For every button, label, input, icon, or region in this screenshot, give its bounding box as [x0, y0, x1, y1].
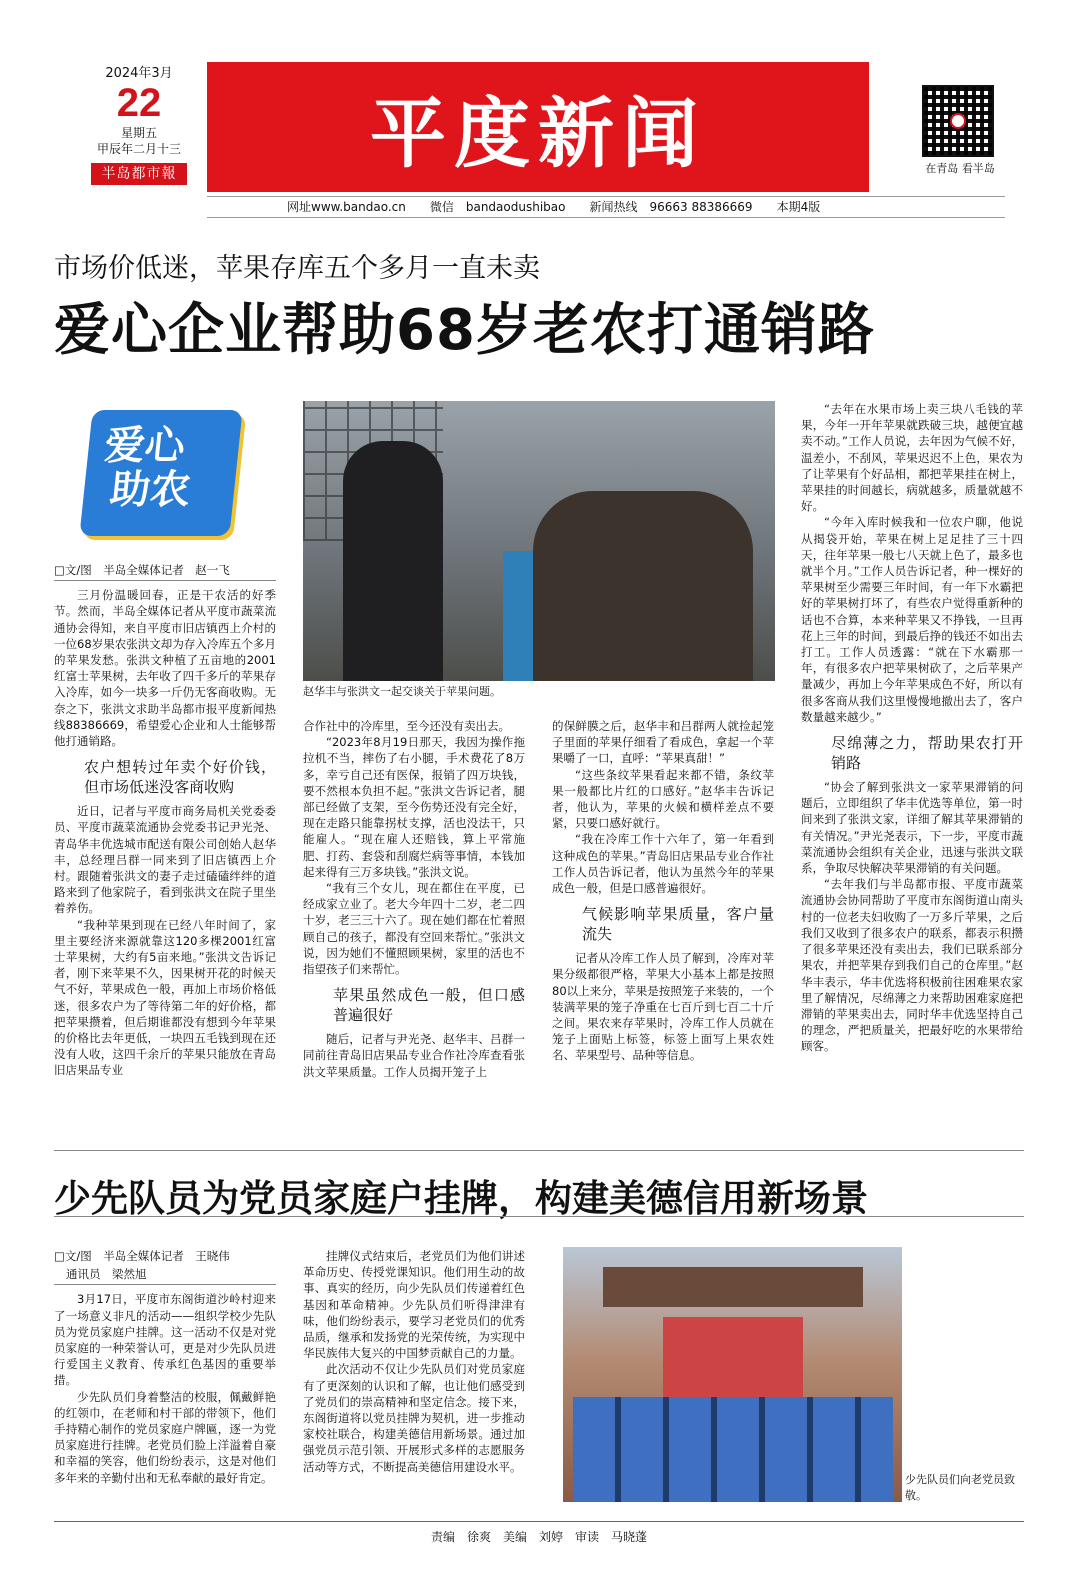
date-lunar: 甲辰年二月十三 [96, 142, 181, 156]
paragraph: “我种苹果到现在已经八年时间了，家里主要经济来源就靠这120多棵2001红富士苹果树，大约有5亩来地。”张洪文告诉记者，刚下来苹果不久，因果树开花的时候天气不好，苹果成色一般，再加上市场价格低迷，很多农户为了等待第二年的好价格，都把苹果攒着，但后期谁都没有想到今年苹果的价格比去年更低，一块四五毛钱到现在还没有人收，这四千余斤的苹果只能放在青岛旧店果品专业 [54, 917, 276, 1078]
article2-byline: □文/图 半岛全媒体记者 王晓伟 [54, 1249, 230, 1263]
subheading: 农户想转过年卖个好价钱，但市场低迷没客商收购 [84, 758, 276, 797]
article1-column-3 [552, 718, 774, 1064]
website-link[interactable]: 网址www.bandao.cn [287, 200, 406, 214]
article1-photo [303, 401, 775, 681]
issue-date [84, 62, 194, 185]
paragraph: “我在冷库工作十六年了，第一年看到这种成色的苹果。”青岛旧店果品专业合作社工作人员告诉记者，他认为虽然今年的苹果成色一般，但是口感普遍很好。 [552, 832, 774, 896]
paper-logo: 半岛都市報 [91, 163, 187, 185]
article1-headline: 爱心企业帮助68岁老农打通销路 [54, 298, 875, 363]
paragraph: “去年在水果市场上卖三块八毛钱的苹果，今年一开年苹果就跌破三块，越便宜越卖不动。”工作人员说，去年因为气候不好，温差小，不刮风，苹果迟迟不上色，果农为了让苹果有个好品相，都把苹果挂在树上，苹果挂的时间越长，病就越多，质量就越不好。 [801, 402, 1023, 514]
article2-photo [563, 1247, 902, 1502]
paragraph: 的保鲜膜之后，赵华丰和吕群两人就捡起笼子里面的苹果仔细看了看成色，拿起一个苹果嚼了一口，直呼：“苹果真甜！” [552, 719, 774, 766]
article2-byline-2: 通讯员 梁然旭 [54, 1266, 276, 1285]
editor-credits: 责编 徐爽 美编 刘婷 审读 马晓蓬 [54, 1521, 1024, 1545]
article1-column-4 [801, 401, 1023, 1055]
paragraph: “我有三个女儿，现在都住在平度，已经成家立业了。老大今年四十二岁，老二四十岁，老三三十六了。现在她们都在忙着照顾自己的孩子，都没有空回来帮忙。”张洪文说，因为她们不懂照顾果树，家里的活也不指望孩子们来帮忙。 [303, 881, 525, 977]
section-divider [54, 1150, 1024, 1151]
article2-headline: 少先队员为党员家庭户挂牌，构建美德信用新场景 [54, 1177, 868, 1220]
subheading: 气候影响苹果质量，客户量流失 [582, 905, 774, 944]
article1-kicker: 市场价低迷，苹果存库五个多月一直未卖 [54, 253, 540, 284]
paragraph: 此次活动不仅让少先队员们对党员家庭有了更深刻的认识和了解，也让他们感受到了党员们的崇高精神和坚定信念。接下来，东阁街道将以党员挂牌为契机，进一步推动家校社联合，构建美德信用新场景。通过加强党员示范引领、开展形式多样的志愿服务活动等方式，不断提高美德信用建设水平。 [303, 1362, 525, 1474]
article1-photo-caption: 赵华丰与张洪文一起交谈关于苹果问题。 [303, 685, 501, 698]
page-count: 本期4版 [776, 200, 821, 214]
date-day: 22 [116, 81, 162, 125]
article2-column-1 [54, 1248, 276, 1486]
wechat-id: 微信 bandaodushibao [429, 200, 566, 214]
paragraph: 随后，记者与尹光尧、赵华丰、吕群一同前往青岛旧店果品专业合作社冷库查看张洪文苹果质量。工作人员揭开笼子上 [303, 1032, 525, 1079]
paragraph: 近日，记者与平度市商务局机关党委委员、平度市蔬菜流通协会党委书记尹光尧、青岛华丰优选城市配送有限公司创始人赵华丰，总经理吕群一同来到了旧店镇西上介村。跟随着张洪文的妻子走过磕磕绊绊的道路来到了他家院子，看到张洪文在院子里坐着养伤。 [54, 804, 276, 916]
paragraph: 记者从冷库工作人员了解到，冷库对苹果分级都很严格，苹果大小基本上都是按照80以上来分，苹果是按照笼子来装的，一个装满苹果的笼子净重在七百斤到七百二十斤之间。果农来存苹果时，冷库工作人员就在笼子上面贴上标签，标签上面写上果农姓名、苹果型号、品种等信息。 [552, 951, 774, 1063]
paragraph: “这些条纹苹果看起来都不错，条纹苹果一般都比片红的口感好。”赵华丰告诉记者，他认为，苹果的火候和横样差点不要紧，只要口感好就行。 [552, 767, 774, 831]
qr-code-icon[interactable] [922, 85, 994, 157]
subheading: 尽绵薄之力，帮助果农打开销路 [831, 734, 1023, 773]
paragraph: “协会了解到张洪文一家苹果滞销的问题后，立即组织了华丰优选等单位，第一时间来到了张洪文家，详细了解其苹果滞销的有关情况。”尹光尧表示，下一步，平度市蔬菜流通协会组织有关企业，迅速与张洪文联系，争取尽快解决苹果滞销的有关问题。 [801, 780, 1023, 876]
info-line [207, 196, 1005, 218]
subheading: 苹果虽然成色一般，但口感普遍很好 [333, 986, 525, 1025]
date-weekday: 星期五 [120, 126, 157, 140]
paragraph: “去年我们与半岛都市报、平度市蔬菜流通协会协同帮助了平度市东阁街道山南头村的一位老夫妇收购了一万多斤苹果，之后我们又收到了很多农户的联系，都表示积攒了很多苹果还没有卖出去，我们已联系部分果农，并把苹果存到我们自己的仓库里。”赵华丰表示，华丰优选将积极前往困难果农家里了解情况，尽绵薄之力来帮助困难家庭把滞销的苹果卖出去，同时华丰优选坚持自己的理念，严把质量关，把最好吃的水果带给顾客。 [801, 877, 1023, 1054]
paragraph: “2023年8月19日那天，我因为操作拖拉机不当，摔伤了右小腿，手术费花了8万多，幸亏自己还有医保，报销了四万块钱，要不然根本负担不起。”张洪文告诉记者，腿部已经做了支架，至今伤势还没有完全好，现在走路只能靠拐杖支撑，活也没法干，只能雇人。“现在雇人还赔钱，算上平常施肥、打药、套袋和刮腐烂病等事情，本钱加起来得有三万多块钱。”张洪文说。 [303, 735, 525, 879]
article1-column-1 [54, 562, 276, 1079]
paragraph: 合作社中的冷库里，至今还没有卖出去。 [303, 719, 510, 733]
article2-column-2 [303, 1248, 525, 1475]
badge-line-2: 助农 [107, 467, 193, 513]
paragraph: 3月17日，平度市东阁街道沙岭村迎来了一场意义非凡的活动——组织学校少先队员为党员家庭户挂牌。这一活动不仅是对党员家庭的一种荣誉认可，更是对少先队员进行爱国主义教育、传承红色基因的重要举措。 [54, 1292, 276, 1388]
paragraph: “今年入库时候我和一位农户聊，他说从揭袋开始，苹果在树上足足挂了三十四天，往年苹果一般七八天就上色了，最多也就半个月。”工作人员告诉记者，种一棵好的苹果树至少需要三年时间，有一年下水霸把好的苹果树打坏了，有些农户觉得重新种的话也不合算，本来种苹果又不挣钱，一旦再花上三年的时间，到最后挣的钱还不如出去打工。工作人员透露：“就在下水霸那一年，有很多农户把苹果树砍了，之后苹果产量减少，再加上今年苹果成色不好，所以有很多客商从我们这里慢慢地撤出去了，客户数量越来越少。” [801, 515, 1023, 724]
date-year-month: 2024年3月 [105, 66, 173, 81]
headline-divider [54, 1216, 1024, 1217]
article2-photo-caption: 少先队员们向老党员致敬。 [905, 1473, 1015, 1502]
paragraph: 挂牌仪式结束后，老党员们为他们讲述革命历史、传授党课知识。他们用生动的故事、真实的经历，向少先队员们传递着红色基因和革命精神。少先队员们听得津津有味，他们纷纷表示，要学习老党员们的优秀品质，继承和发扬党的光荣传统，为实现中华民族伟大复兴的中国梦贡献自己的力量。 [303, 1249, 525, 1361]
column-badge [79, 410, 242, 536]
article1-byline: □文/图 半岛全媒体记者 赵一飞 [54, 562, 276, 581]
masthead-title: 平度新闻 [370, 88, 706, 178]
masthead-banner [207, 62, 869, 192]
qr-caption: 在青岛 看半岛 [925, 162, 995, 175]
news-hotline: 新闻热线 96663 88386669 [589, 200, 753, 214]
paragraph: 少先队员们身着整洁的校服，佩戴鲜艳的红领巾，在老师和村干部的带领下，他们手持精心制作的党员家庭户牌匾，逐一为党员家庭进行挂牌。老党员们脸上洋溢着自豪和幸福的笑容，他们纷纷表示，这是对他们多年来的辛勤付出和无私奉献的最好肯定。 [54, 1389, 276, 1485]
paragraph: 三月份温暖回春，正是干农活的好季节。然而，半岛全媒体记者从平度市蔬菜流通协会得知，来自平度市旧店镇西上介村的一位68岁果农张洪文却为存入冷库五个多月的苹果发愁。张洪文种植了五亩地的2001红富士苹果树，去年收了四千多斤的苹果存入冷库，如今一块多一斤仍无客商收购。无奈之下，张洪文求助半岛都市报平度新闻热线88386669，希望爱心企业和人士能够帮他打通销路。 [54, 588, 276, 749]
article1-column-2 [303, 718, 525, 1080]
badge-line-1: 爱心 [102, 423, 188, 469]
